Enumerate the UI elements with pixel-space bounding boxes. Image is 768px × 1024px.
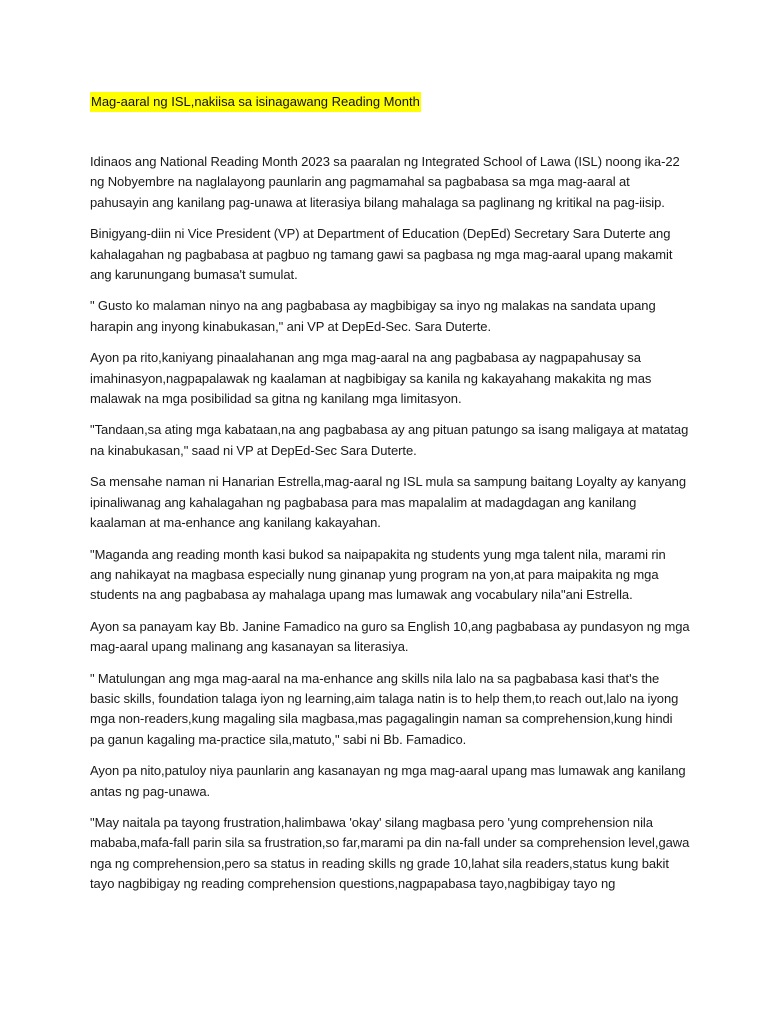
paragraph-3: " Gusto ko malaman ninyo na ang pagbabasa ay magbibigay sa inyo ng malakas na sandata upang harapin ang inyong kinabukasan," ani VP at DepEd-Sec. Sara Duterte. [90,298,656,334]
paragraph-8: Ayon sa panayam kay Bb. Janine Famadico na guro sa English 10,ang pagbabasa ay pundasyon ng mga mag-aaral upang malinang ang kasanayan sa literasiya. [90,618,690,655]
paragraph-9: " Matulungan ang mga mag-aaral na ma-enhance ang skills nila lalo na sa pagbabasa kasi that's the basic skills, foundation talaga iyon ng learning,aim talaga natin is to help them,to reach out,lalo na iyong mga non-readers,kung magaling sila magbasa,mas pagagalingin naman sa comprehension,kung hindi pa ganun kagaling ma-practice sila,matuto," sabi ni Bb. Famadico. [90,670,679,747]
paragraph-7: "Maganda ang reading month kasi bukod sa naipapakita ng students yung mga talent nila, marami rin ang nahikayat na magbasa especially nung ginanap yung program na yon,at para maipakita ng mga students na ang pagbabasa ay mahalaga upang mas lumawak ang vocabulary nila"ani Estrella. [90,546,666,603]
paragraph-11: "May naitala pa tayong frustration,halimbawa 'okay' silang magbasa pero 'yung comprehension nila mababa,mafa-fall parin sila sa frustration,so far,marami pa din na-fall under sa comprehension level,gawa nga ng comprehension,pero sa status in reading skills ng grade 10,lahat sila readers,status kung bakit tayo nagbibigay ng reading comprehension questions,nagpapabasa tayo,nagbibigay tayo ng [90,814,690,892]
article-headline: Mag-aaral ng ISL,nakiisa sa isinagawang Reading Month [90,92,421,112]
paragraph-6: Sa mensahe naman ni Hanarian Estrella,mag-aaral ng ISL mula sa sampung baitang Loyalty ay kanyang ipinaliwanag ang kahalagahan ng pagbabasa para mas mapalalim at madagdagan ang kanilang kaalaman at ma-enhance ang kanilang kakayahan. [90,474,687,531]
paragraph-2: Binigyang-diin ni Vice President (VP) at Department of Education (DepEd) Secretary Sara Duterte ang kahalagahan ng pagbabasa at pagbuo ng tamang gawi sa pagbasa ng mga mag-aaral upang makamit ang karunungang bumasa't sumulat. [90,226,673,283]
paragraph-5: "Tandaan,sa ating mga kabataan,na ang pagbabasa ay ang pituan patungo sa isang maligaya at matatag na kinabukasan," saad ni VP at DepEd-Sec Sara Duterte. [90,422,689,458]
paragraph-4: Ayon pa rito,kaniyang pinaalahanan ang mga mag-aaral na ang pagbabasa ay nagpapahusay sa imahinasyon,nagpapalawak ng kaalaman at nagbibigay sa kanila ng kakayahang makakita ng mas malawak na mga posibilidad sa gitna ng kanilang mga limitasyon. [90,350,652,407]
article-body [90,92,690,906]
paragraph-10: Ayon pa nito,patuloy niya paunlarin ang kasanayan ng mga mag-aaral upang mas lumawak ang kanilang antas ng pag-unawa. [90,763,686,799]
paragraph-1: Idinaos ang National Reading Month 2023 sa paaralan ng Integrated School of Lawa (ISL) noong ika-22 ng Nobyembre na naglalayong paunlarin ang pagmamahal sa pagbabasa sa mga mag-aaral at pahusayin ang kanilang pag-unawa at literasiya bilang mahalaga sa paglinang ng kritikal na pag-iisip. [90,154,680,210]
